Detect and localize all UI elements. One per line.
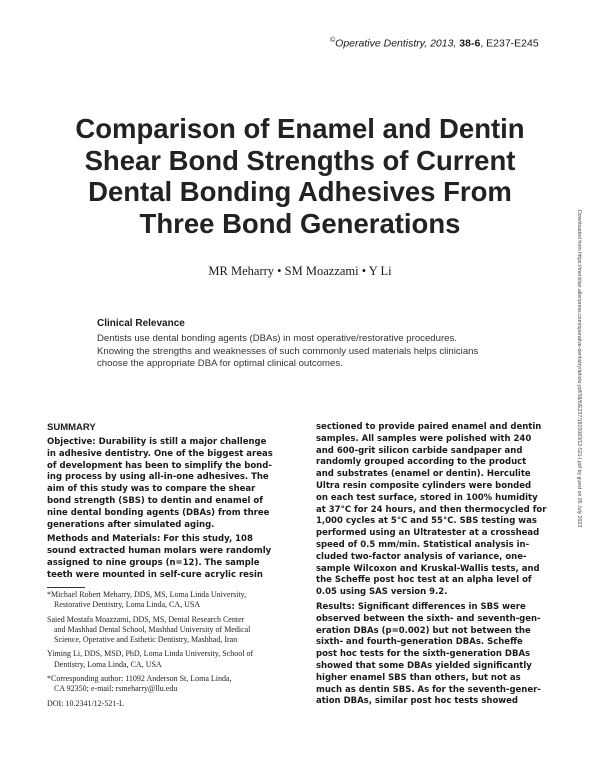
- summary-line: cluded two-factor analysis of variance, one-: [316, 551, 527, 562]
- journal-symbol: ©: [330, 37, 336, 44]
- download-note: Downloaded from https://meridian.allenpress.com/operative-dentistry/article-pdf/38/6/E237/1815083/12-521-l.pdf by guest on 05 July 2022: [576, 210, 582, 528]
- clinical-relevance-line: Dentists use dental bonding agents (DBAs) in most operative/restorative procedures.: [97, 333, 457, 344]
- clinical-relevance-line: choose the appropriate DBA for optimal clinical outcomes.: [97, 358, 343, 369]
- summary-line: generations after simulated aging.: [47, 519, 215, 530]
- summary-line: eration DBAs (p=0.002) but not between the: [316, 625, 531, 636]
- affiliation-line: Science, Operative and Esthetic Dentistry, Mashhad, Iran: [54, 635, 238, 645]
- summary-line: and 600-grit silicon carbide sandpaper and: [316, 445, 523, 456]
- affiliation-line: *Corresponding author: 11092 Anderson St, Loma Linda,: [47, 674, 232, 684]
- affiliation-line: *Michael Robert Meharry, DDS, MS, Loma Linda University,: [47, 590, 247, 599]
- author-affiliations: [47, 590, 292, 709]
- summary-line: Results: Significant differences in SBS were: [316, 601, 526, 612]
- summary-line: the Scheffe post hoc test at an alpha level of: [316, 575, 532, 586]
- title-line: Shear Bond Strengths of Current: [84, 144, 516, 176]
- journal-citation: [330, 37, 580, 50]
- summary-line: observed between the sixth- and seventh-gen-: [316, 613, 541, 624]
- summary-line: sixth- and fourth-generation DBAs. Scheffe: [316, 637, 523, 648]
- summary-line: nine dental bonding agents (DBAs) from three: [47, 507, 270, 518]
- affiliation-line: CA 92350; e-mail: rsmeharry@llu.edu: [54, 684, 178, 694]
- summary-line: bond strength (SBS) to dentin and enamel of: [47, 495, 263, 506]
- article-title: [40, 113, 560, 239]
- doi[interactable]: DOI: 10.2341/12-521-L: [47, 698, 124, 708]
- summary-line: showed that some DBAs yielded significantly: [316, 660, 532, 671]
- summary-line: aim of this study was to compare the shear: [47, 484, 256, 495]
- summary-line: randomly grouped according to the product: [316, 457, 527, 468]
- summary-line: Ultra resin composite cylinders were bonded: [316, 480, 532, 491]
- summary-line: on each test surface, stored in 100% humidity: [316, 492, 538, 503]
- summary-line: sectioned to provide paired enamel and dentin: [316, 422, 542, 432]
- summary-line: ation DBAs, similar post hoc tests showed: [316, 696, 518, 707]
- footnote-divider: [47, 587, 85, 588]
- journal-volume: 38-6: [459, 37, 481, 50]
- journal-pages: , E237-E245: [480, 37, 539, 50]
- summary-line: in adhesive dentistry. One of the biggest areas: [47, 448, 273, 459]
- title-line: Three Bond Generations: [139, 207, 461, 239]
- summary-line: and substrates (enamel or dentin). Herculite: [316, 469, 531, 480]
- summary-line: of development has been to simplify the bond-: [47, 460, 272, 471]
- summary-right-column: [316, 422, 556, 708]
- summary-left-column: [47, 437, 287, 582]
- author-list: MR Meharry • SM Moazzami • Y Li: [208, 264, 392, 278]
- summary-line: speed of 0.5 mm/min. Statistical analysis in-: [316, 539, 530, 550]
- summary-line: Objective: Durability is still a major challenge: [47, 437, 267, 447]
- summary-line: post hoc tests for the sixth-generation DBAs: [316, 649, 531, 660]
- summary-line: sound extracted human molars were randomly: [47, 546, 272, 557]
- summary-line: sample Wilcoxon and Kruskal-Wallis tests, and: [316, 563, 540, 574]
- affiliation-line: Yiming Li, DDS, MSD, PhD, Loma Linda University, School of: [47, 649, 254, 659]
- summary-line: ing process by using all-in-one adhesives. The: [47, 472, 269, 483]
- summary-line: Methods and Materials: For this study, 108: [47, 534, 253, 545]
- summary-line: samples. All samples were polished with 240: [316, 433, 532, 444]
- summary-line: 1,000 cycles at 5°C and 55°C. SBS testing was: [316, 516, 537, 527]
- summary-line: 0.05 using SAS version 9.2.: [316, 587, 448, 598]
- summary-heading: SUMMARY: [47, 422, 96, 433]
- affiliation-line: and Mashhad Dental School, Mashhad University of Medical: [54, 624, 251, 634]
- clinical-relevance-heading: Clinical Relevance: [97, 318, 185, 329]
- summary-line: much as dentin SBS. As for the seventh-gener-: [316, 684, 541, 695]
- affiliation-line: Restorative Dentistry, Loma Linda, CA, USA: [54, 600, 201, 610]
- summary-line: higher enamel SBS than others, but not as: [316, 672, 521, 683]
- affiliation-line: Dentistry, Loma Linda, CA, USA: [54, 659, 162, 669]
- journal-name: Operative Dentistry, 2013,: [335, 37, 460, 50]
- clinical-relevance-line: Knowing the strengths and weaknesses of such commonly used materials helps clinicians: [97, 345, 479, 357]
- summary-line: at 37°C for 24 hours, and then thermocycled for: [316, 504, 547, 515]
- title-line: Dental Bonding Adhesives From: [88, 176, 512, 207]
- summary-line: assigned to nine groups (n=12). The sample: [47, 557, 260, 568]
- summary-line: performed using an Ultratester at a crosshead: [316, 528, 540, 539]
- title-line: Comparison of Enamel and Dentin: [75, 113, 525, 144]
- clinical-relevance-text: [97, 333, 507, 371]
- summary-line: teeth were mounted in self-cure acrylic resin: [47, 569, 263, 580]
- download-watermark: [573, 210, 583, 580]
- affiliation-line: Saied Mostafa Moazzami, DDS, MS, Dental Research Center: [47, 614, 245, 624]
